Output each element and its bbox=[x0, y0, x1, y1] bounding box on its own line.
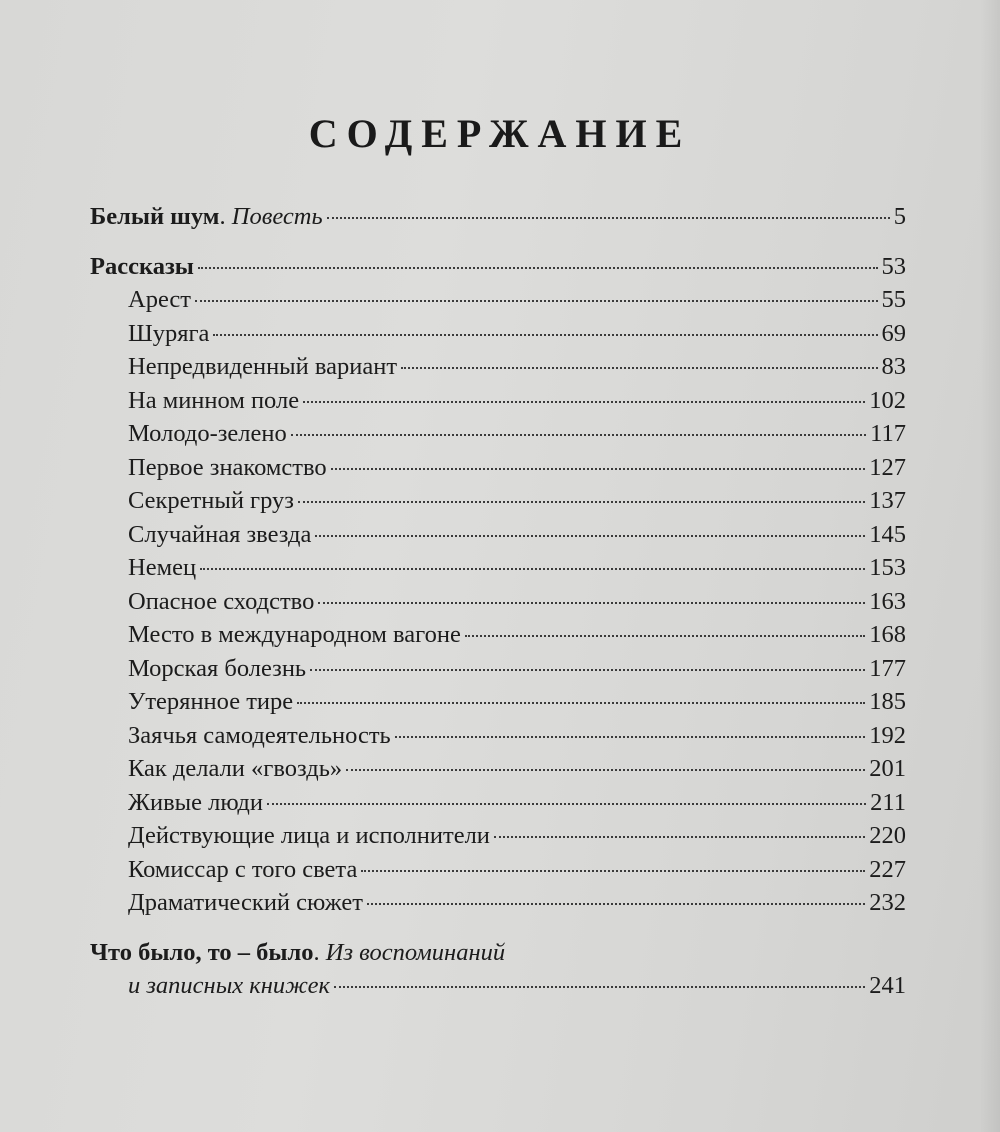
toc-entry-title: Белый шум bbox=[90, 203, 220, 230]
toc-story-title: Утерянное тире bbox=[128, 688, 294, 715]
toc-entry-white-noise bbox=[90, 200, 906, 234]
toc-story-entry bbox=[90, 417, 906, 451]
toc-story-entry bbox=[90, 350, 906, 384]
toc-story-title: Действующие лица и исполнители bbox=[128, 822, 490, 849]
toc-story-entry bbox=[90, 752, 906, 786]
toc-story-title: Морская болезнь bbox=[128, 654, 307, 682]
toc-page-number: 232 bbox=[869, 889, 906, 916]
toc-story-entry bbox=[90, 484, 906, 518]
dot-leader bbox=[346, 769, 865, 771]
toc-page-number: 185 bbox=[869, 688, 906, 715]
toc-story-entry bbox=[90, 317, 906, 351]
stories-list bbox=[90, 283, 906, 920]
toc-story-title: Немец bbox=[128, 554, 197, 581]
dot-leader bbox=[494, 836, 865, 838]
toc-story-title: Непредвиденный вариант bbox=[128, 353, 398, 380]
toc-story-title: Живые люди bbox=[128, 788, 263, 816]
toc-story-entry bbox=[90, 853, 906, 887]
dot-leader bbox=[198, 267, 878, 269]
toc-page-number: 145 bbox=[869, 520, 906, 548]
toc-entry-separator: . bbox=[219, 203, 232, 230]
toc-story-entry bbox=[90, 384, 906, 418]
dot-leader bbox=[331, 468, 866, 470]
dot-leader bbox=[315, 535, 865, 537]
dot-leader bbox=[395, 736, 866, 738]
toc-story-title: Случайная звезда bbox=[128, 520, 312, 548]
toc-page-number: 117 bbox=[870, 420, 906, 447]
table-of-contents bbox=[90, 200, 906, 1003]
toc-entry-memoirs bbox=[90, 936, 906, 970]
dot-leader bbox=[297, 702, 865, 704]
toc-story-title: Молодо-зелено bbox=[128, 420, 287, 447]
toc-page-number: 163 bbox=[869, 587, 906, 615]
toc-entry-genre: Из воспоминаний bbox=[325, 938, 506, 966]
toc-entry-label bbox=[128, 969, 330, 1003]
toc-page-number: 55 bbox=[881, 286, 906, 313]
dot-leader bbox=[298, 501, 865, 503]
dot-leader bbox=[318, 602, 865, 604]
dot-leader bbox=[401, 367, 877, 369]
toc-entry-label bbox=[90, 200, 323, 234]
toc-entry-genre-continued: и записных книжек bbox=[128, 972, 330, 999]
dot-leader bbox=[310, 669, 865, 671]
toc-section-title: Рассказы bbox=[90, 252, 194, 280]
toc-entry-separator: . bbox=[313, 938, 326, 966]
toc-page-number: 241 bbox=[869, 972, 906, 999]
toc-entry-title: Что было, то – было bbox=[90, 938, 314, 966]
toc-story-entry bbox=[90, 685, 906, 719]
dot-leader bbox=[334, 986, 865, 988]
toc-story-title: Как делали «гвоздь» bbox=[128, 755, 343, 782]
toc-story-title: Заячья самодеятельность bbox=[128, 721, 391, 749]
toc-page-number: 127 bbox=[869, 453, 906, 481]
dot-leader bbox=[361, 870, 865, 872]
toc-story-title: Комиссар с того света bbox=[128, 855, 358, 883]
toc-story-entry bbox=[90, 886, 906, 920]
toc-story-title: Секретный груз bbox=[128, 487, 294, 514]
toc-story-title: Опасное сходство bbox=[128, 587, 315, 615]
dot-leader bbox=[327, 217, 890, 219]
dot-leader bbox=[267, 803, 866, 805]
toc-story-title: Арест bbox=[128, 286, 192, 313]
toc-page-number: 168 bbox=[869, 621, 906, 648]
toc-story-title: Шуряга bbox=[128, 319, 210, 347]
dot-leader bbox=[195, 300, 877, 302]
toc-page-number: 220 bbox=[869, 822, 906, 849]
toc-story-entry bbox=[90, 652, 906, 686]
page-edge-shadow bbox=[980, 0, 1000, 1132]
toc-page-number: 83 bbox=[881, 353, 906, 380]
toc-story-title: Место в международном вагоне bbox=[128, 621, 461, 648]
toc-page-number: 53 bbox=[881, 252, 906, 280]
toc-entry-memoirs-continued bbox=[90, 969, 906, 1003]
toc-page-number: 102 bbox=[869, 386, 906, 414]
toc-story-entry bbox=[90, 518, 906, 552]
toc-page-number: 69 bbox=[881, 319, 906, 347]
toc-story-entry bbox=[90, 618, 906, 652]
dot-leader bbox=[465, 635, 865, 637]
toc-page-number: 137 bbox=[869, 487, 906, 514]
toc-page-number: 211 bbox=[870, 788, 906, 816]
toc-story-title: На минном поле bbox=[128, 386, 300, 414]
toc-section-stories bbox=[90, 250, 906, 284]
toc-story-title: Первое знакомство bbox=[128, 453, 327, 481]
toc-entry-label bbox=[90, 936, 505, 970]
toc-story-entry bbox=[90, 585, 906, 619]
toc-page-number: 153 bbox=[869, 554, 906, 581]
dot-leader bbox=[213, 334, 877, 336]
toc-page-number: 227 bbox=[869, 855, 906, 883]
toc-story-entry bbox=[90, 786, 906, 820]
toc-story-entry bbox=[90, 819, 906, 853]
page-title: СОДЕРЖАНИЕ bbox=[308, 111, 692, 156]
toc-story-entry bbox=[90, 283, 906, 317]
dot-leader bbox=[291, 434, 866, 436]
dot-leader bbox=[200, 568, 865, 570]
toc-page-number: 5 bbox=[893, 203, 906, 230]
dot-leader bbox=[303, 401, 865, 403]
toc-entry-genre: Повесть bbox=[231, 203, 323, 230]
toc-page-number: 177 bbox=[869, 654, 906, 682]
toc-story-entry bbox=[90, 451, 906, 485]
toc-story-entry bbox=[90, 551, 906, 585]
toc-page-number: 201 bbox=[869, 755, 906, 782]
toc-story-title: Драматический сюжет bbox=[128, 889, 363, 916]
toc-story-entry bbox=[90, 719, 906, 753]
toc-page-number: 192 bbox=[869, 721, 906, 749]
dot-leader bbox=[367, 903, 865, 905]
